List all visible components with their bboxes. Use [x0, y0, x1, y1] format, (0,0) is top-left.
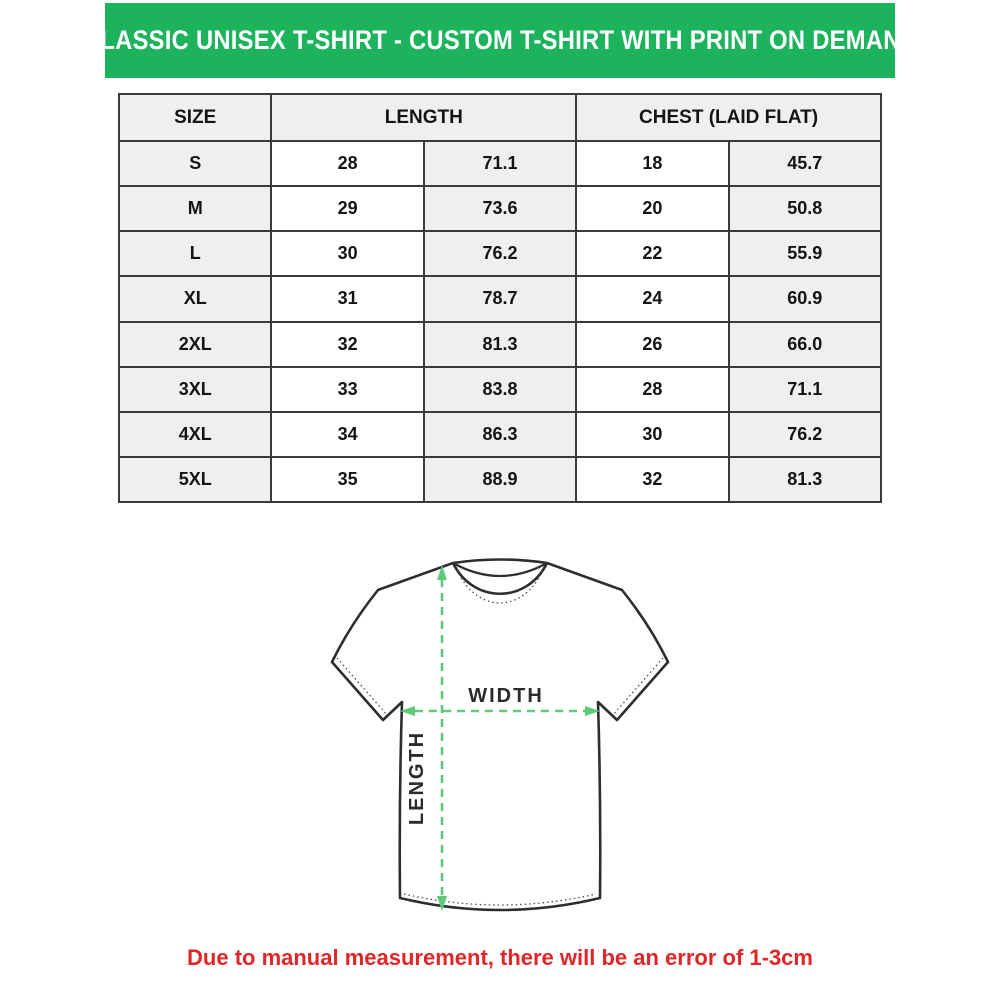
size-cell: M [119, 186, 271, 231]
chest-in-cell: 26 [576, 322, 728, 367]
length-label: LENGTH [406, 730, 428, 826]
size-cell: 2XL [119, 322, 271, 367]
measurement-error-note: Due to manual measurement, there will be an error of 1-3cm [187, 945, 813, 970]
size-cell: XL [119, 276, 271, 321]
length-in-cell: 34 [271, 412, 423, 457]
size-cell: 5XL [119, 457, 271, 502]
table-row [119, 231, 881, 276]
length-in-cell: 32 [271, 322, 423, 367]
length-cm-cell: 86.3 [424, 412, 576, 457]
length-cm-cell: 78.7 [424, 276, 576, 321]
size-cell: 3XL [119, 367, 271, 412]
chest-in-cell: 20 [576, 186, 728, 231]
length-cm-cell: 83.8 [424, 367, 576, 412]
table-row [119, 367, 881, 412]
table-row [119, 457, 881, 502]
chest-cm-cell: 55.9 [729, 231, 881, 276]
title-banner [82, 3, 918, 78]
length-in-cell: 35 [271, 457, 423, 502]
chest-cm-cell: 76.2 [729, 412, 881, 457]
chest-in-cell: 30 [576, 412, 728, 457]
chest-in-cell: 28 [576, 367, 728, 412]
column-header-length: LENGTH [271, 94, 576, 141]
column-header-chest: CHEST (LAID FLAT) [576, 94, 881, 141]
chest-cm-cell: 45.7 [729, 141, 881, 186]
chest-in-cell: 22 [576, 231, 728, 276]
size-cell: L [119, 231, 271, 276]
table-row [119, 186, 881, 231]
chest-cm-cell: 60.9 [729, 276, 881, 321]
chest-cm-cell: 81.3 [729, 457, 881, 502]
length-in-cell: 28 [271, 141, 423, 186]
size-chart-table [118, 93, 882, 503]
column-header-size: SIZE [119, 94, 271, 141]
table-row [119, 141, 881, 186]
length-cm-cell: 81.3 [424, 322, 576, 367]
length-cm-cell: 76.2 [424, 231, 576, 276]
page-title: CLASSIC UNISEX T-SHIRT - CUSTOM T-SHIRT WITH PRINT ON DEMAND [82, 25, 918, 55]
header-row [119, 94, 881, 141]
width-label: WIDTH [468, 685, 544, 707]
length-cm-cell: 88.9 [424, 457, 576, 502]
length-in-cell: 30 [271, 231, 423, 276]
length-cm-cell: 71.1 [424, 141, 576, 186]
size-cell: 4XL [119, 412, 271, 457]
chest-in-cell: 18 [576, 141, 728, 186]
chest-cm-cell: 66.0 [729, 322, 881, 367]
length-in-cell: 29 [271, 186, 423, 231]
table-row [119, 412, 881, 457]
tshirt-measurement-diagram [320, 552, 680, 942]
chest-in-cell: 32 [576, 457, 728, 502]
length-cm-cell: 73.6 [424, 186, 576, 231]
size-cell: S [119, 141, 271, 186]
table-row [119, 322, 881, 367]
length-in-cell: 33 [271, 367, 423, 412]
chest-cm-cell: 50.8 [729, 186, 881, 231]
chest-in-cell: 24 [576, 276, 728, 321]
chest-cm-cell: 71.1 [729, 367, 881, 412]
tshirt-outline [332, 560, 668, 911]
length-in-cell: 31 [271, 276, 423, 321]
table-row [119, 276, 881, 321]
